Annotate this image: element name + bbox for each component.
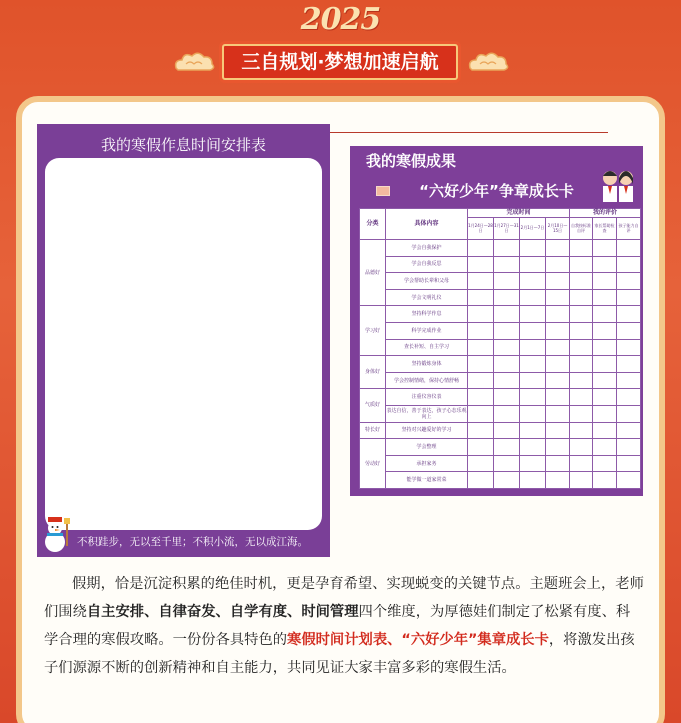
blank-cell [494,422,520,439]
blank-cell [520,339,546,356]
blank-cell [546,322,570,339]
content-cell: 学会文明礼仪 [386,289,468,306]
blank-cell [546,472,570,489]
blank-cell [468,322,494,339]
blank-cell [570,422,593,439]
blank-cell [494,405,520,422]
blank-cell [546,389,570,406]
content-cell: 坚持科学作息 [386,306,468,323]
blank-cell [593,273,617,290]
blank-cell [570,306,593,323]
time-col: 2月1日—7日 [520,218,546,240]
content-cell: 科学完成作业 [386,322,468,339]
blank-cell [520,240,546,257]
blank-cell [570,339,593,356]
blank-cell [494,389,520,406]
table-row [360,306,641,323]
content-cell: 学会整理 [386,439,468,456]
blank-cell [468,439,494,456]
blank-cell [593,439,617,456]
blank-cell [494,256,520,273]
blank-cell [617,322,641,339]
table-row [360,356,641,373]
blank-cell [593,389,617,406]
table-row [360,439,641,456]
content-cell: 学会帮助长辈和父母 [386,273,468,290]
category-cell: 特长好 [360,422,386,439]
header-content: 具体内容 [386,209,468,240]
table-row [360,240,641,257]
schedule-panel [37,124,330,557]
blank-cell [570,240,593,257]
content-cell: 学会自我保护 [386,240,468,257]
article-paragraph [44,570,644,682]
table-row [360,256,641,273]
blank-cell [494,339,520,356]
growth-card-table [359,208,641,489]
blank-cell [570,372,593,389]
schedule-blank-board [45,158,322,530]
blank-cell [593,240,617,257]
table-row [360,405,641,422]
blank-cell [520,372,546,389]
blank-cell [617,439,641,456]
blank-cell [520,289,546,306]
blank-cell [494,439,520,456]
result-panel [350,146,643,496]
blank-cell [593,356,617,373]
paragraph-highlight: 寒假时间计划表、“六好少年”集章成长卡 [287,632,549,648]
eval-col: 自我按标准自评 [570,218,593,240]
blank-cell [468,256,494,273]
blank-cell [520,306,546,323]
blank-cell [494,322,520,339]
blank-cell [593,306,617,323]
blank-cell [494,289,520,306]
table-row [360,273,641,290]
eval-col: 家长帮助检查 [593,218,617,240]
blank-cell [570,356,593,373]
blank-cell [520,422,546,439]
blank-cell [570,472,593,489]
blank-cell [494,356,520,373]
table-row [360,289,641,306]
header-time: 完成时间 [468,209,570,218]
content-cell: 注重仪容仪表 [386,389,468,406]
blank-cell [546,339,570,356]
blank-cell [520,472,546,489]
table-row [360,389,641,406]
schedule-motto: 不积跬步，无以至千里；不积小流，无以成江海。 [77,536,308,548]
blank-cell [570,405,593,422]
growth-card-title: “六好少年”争章成长卡 [419,182,574,200]
paragraph-text: 四个维度，为厚德娃们制定了松紧有度、科学合理的寒假攻略。一份份各具特色的 [44,604,631,648]
category-cell: 身体好 [360,356,386,389]
table-row [360,339,641,356]
auspicious-cloud-icon [466,48,510,74]
blank-cell [617,256,641,273]
blank-cell [570,289,593,306]
blank-cell [546,273,570,290]
time-col: 1月24日—28日 [468,218,494,240]
category-cell: 气质好 [360,389,386,422]
content-cell: 学会自我反思 [386,256,468,273]
blank-cell [520,455,546,472]
auspicious-cloud-icon [172,48,216,74]
blank-cell [546,405,570,422]
table-row [360,472,641,489]
blank-cell [593,405,617,422]
blank-cell [617,273,641,290]
blank-cell [468,472,494,489]
blank-cell [546,372,570,389]
blank-cell [617,356,641,373]
blank-cell [520,405,546,422]
blank-cell [570,256,593,273]
content-cell: 坚持锻炼身体 [386,356,468,373]
blank-cell [617,455,641,472]
blank-cell [520,389,546,406]
blank-cell [617,422,641,439]
blank-cell [617,472,641,489]
blank-cell [546,422,570,439]
blank-cell [593,372,617,389]
category-cell: 学习好 [360,306,386,356]
blank-cell [617,339,641,356]
header-eval: 我的评价 [570,209,641,218]
blank-cell [520,256,546,273]
content-cell: 学会控制情绪，保持心情舒畅 [386,372,468,389]
theme-banner: 三自规划·梦想加速启航 [222,44,458,80]
blank-cell [546,356,570,373]
blank-cell [617,240,641,257]
blank-cell [468,356,494,373]
year-title: 2025 [300,2,381,37]
blank-cell [468,273,494,290]
category-cell: 劳动好 [360,439,386,489]
blank-cell [546,306,570,323]
blank-cell [593,455,617,472]
blank-cell [468,372,494,389]
blank-cell [494,372,520,389]
blank-cell [546,289,570,306]
blank-cell [617,306,641,323]
table-row [360,422,641,439]
eval-col: 孩子能力自评 [617,218,641,240]
blank-cell [494,472,520,489]
blank-cell [570,439,593,456]
time-col: 1月27日—31日 [494,218,520,240]
blank-cell [546,256,570,273]
blank-cell [617,372,641,389]
blank-cell [570,322,593,339]
blank-cell [520,322,546,339]
blank-cell [570,389,593,406]
paragraph-text: ，将激发出孩子们源源不断的创新精神和自主能力，共同见证大家丰富多彩的寒假生活。 [44,632,635,676]
blank-cell [546,240,570,257]
blank-cell [570,455,593,472]
content-cell: 表达自信，善于表达，孩子心态乐观向上 [386,405,468,422]
blank-cell [468,240,494,257]
paragraph-text: 假期，恰是沉淀积累的绝佳时机，更是孕育希望、实现蜕变的关键节点。主题班会上，老师们围绕 [44,576,644,620]
blank-cell [494,306,520,323]
blank-cell [593,422,617,439]
blank-cell [468,289,494,306]
category-cell: 品德好 [360,240,386,306]
blank-cell [593,256,617,273]
blank-cell [570,273,593,290]
snowman-icon [39,514,73,554]
blank-cell [520,439,546,456]
blank-cell [593,339,617,356]
blank-cell [593,322,617,339]
blank-cell [520,273,546,290]
blank-cell [494,273,520,290]
blank-cell [546,439,570,456]
blank-cell [593,472,617,489]
divider-line [330,132,608,133]
blank-cell [468,405,494,422]
content-cell: 承担家务 [386,455,468,472]
content-cell: 能学做一道家常菜 [386,472,468,489]
blank-cell [468,339,494,356]
table-row [360,322,641,339]
blank-cell [520,356,546,373]
students-icon [596,166,640,208]
blank-cell [494,455,520,472]
table-row [360,372,641,389]
time-col: 2月10日—15日 [546,218,570,240]
blank-cell [546,455,570,472]
paragraph-bold: 自主安排、自律奋发、自学有度、时间管理 [86,604,359,620]
result-title: 我的寒假成果 [366,152,457,170]
blank-cell [617,389,641,406]
content-cell: 查长补短、自主学习 [386,339,468,356]
schedule-title: 我的寒假作息时间安排表 [100,136,266,154]
blank-cell [617,289,641,306]
blank-cell [468,306,494,323]
blank-cell [617,405,641,422]
table-row [360,455,641,472]
blank-cell [468,422,494,439]
blank-cell [593,289,617,306]
content-cell: 坚持对兴趣爱好的学习 [386,422,468,439]
blank-cell [468,389,494,406]
blank-cell [494,240,520,257]
header-category: 分类 [360,209,386,240]
blank-cell [468,455,494,472]
